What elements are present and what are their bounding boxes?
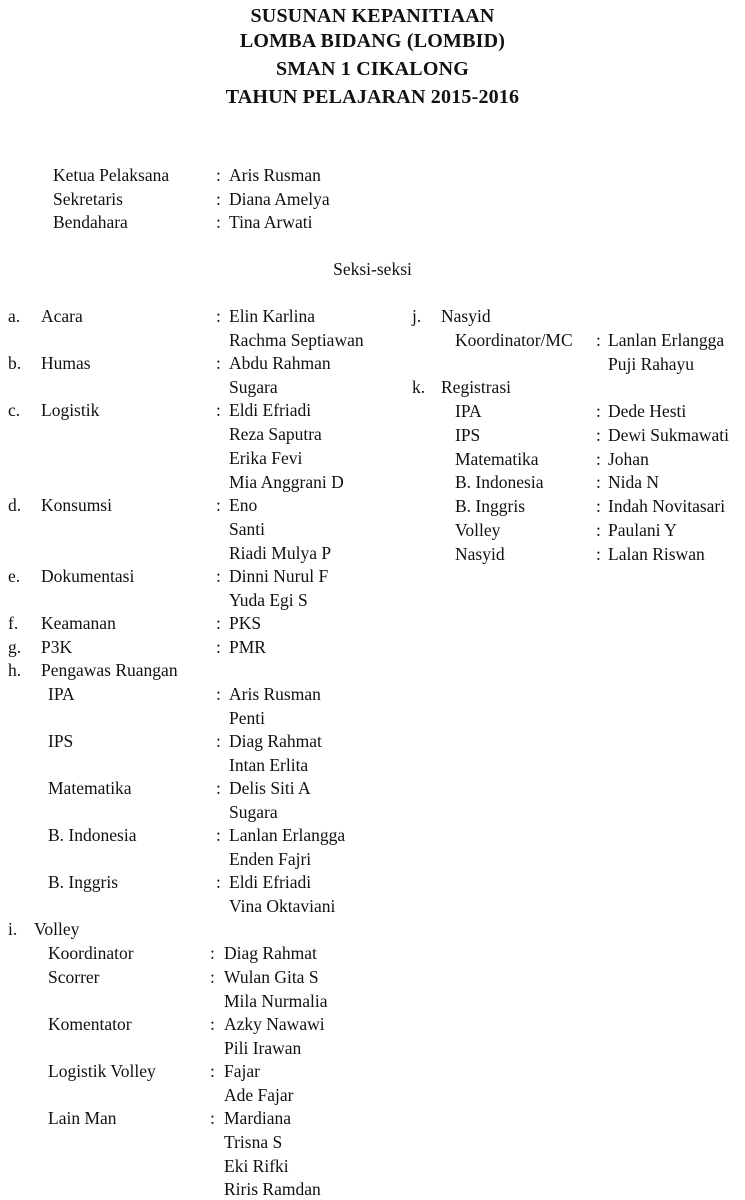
role-label: Matematika [455,449,539,469]
separator: : [216,825,221,845]
member-name: Riadi Mulya P [229,543,332,563]
member-name: Intan Erlita [229,755,309,775]
member-name: Azky Nawawi [224,1014,325,1034]
member-name: Enden Fajri [229,849,312,869]
separator: : [216,684,221,704]
section-letter: a. [8,306,21,326]
member-name: Abdu Rahman [229,353,331,373]
section-letter: d. [8,495,22,515]
separator: : [596,401,601,421]
separator: : [216,613,221,633]
section-label-p3k: P3K [41,637,73,657]
member-name: Reza Saputra [229,424,322,444]
member-name: Puji Rahayu [608,354,695,374]
role-label: Volley [455,520,501,540]
separator: : [596,520,601,540]
member-name: Diag Rahmat [224,943,317,963]
member-name: Johan [608,449,649,469]
member-name: Pili Irawan [224,1038,302,1058]
member-name: Indah Novitasari [608,496,726,516]
separator: : [210,1061,215,1081]
role-label: Logistik Volley [48,1061,156,1081]
room-label: IPA [48,684,75,704]
member-name: PMR [229,637,266,657]
sekretaris-value: Diana Amelya [229,189,330,209]
member-name: Sugara [229,802,278,822]
section-letter: h. [8,660,22,680]
role-label: Nasyid [455,544,505,564]
section-label-pengawas-ruangan: Pengawas Ruangan [41,660,178,680]
separator: : [210,1108,215,1128]
section-letter: b. [8,353,22,373]
role-label: B. Inggris [455,496,525,516]
member-name: Riris Ramdan [224,1179,321,1199]
room-label: B. Indonesia [48,825,137,845]
member-name: Lanlan Erlangga [608,330,725,350]
separator: : [216,566,221,586]
bendahara-value: Tina Arwati [229,212,313,232]
section-letter: g. [8,637,22,657]
separator: : [596,425,601,445]
section-label-volley: Volley [34,919,80,939]
separator: : [216,212,221,232]
separator: : [596,496,601,516]
member-name: Wulan Gita S [224,967,319,987]
member-name: Eldi Efriadi [229,400,312,420]
section-letter: k. [412,377,426,397]
role-label: Lain Man [48,1108,117,1128]
separator: : [210,943,215,963]
room-label: IPS [48,731,74,751]
section-label-humas: Humas [41,353,91,373]
member-name: Lanlan Erlangga [229,825,346,845]
room-label: Matematika [48,778,132,798]
doc-title-line-1: SUSUNAN KEPANITIAAN [250,5,495,27]
member-name: Vina Oktaviani [229,896,336,916]
member-name: Yuda Egi S [229,590,308,610]
member-name: Diag Rahmat [229,731,322,751]
sections-heading: Seksi-seksi [333,259,412,279]
member-name: Dinni Nurul F [229,566,329,586]
separator: : [596,472,601,492]
member-name: Eki Rifki [224,1156,289,1176]
separator: : [596,330,601,350]
section-label-acara: Acara [41,306,83,326]
member-name: Lalan Riswan [608,544,705,564]
section-label-konsumsi: Konsumsi [41,495,112,515]
section-label-nasyid: Nasyid [441,306,491,326]
section-label-dokumentasi: Dokumentasi [41,566,135,586]
role-label: Komentator [48,1014,132,1034]
member-name: Delis Siti A [229,778,311,798]
section-letter: i. [8,919,18,939]
doc-title-line-2: LOMBA BIDANG (LOMBID) [239,30,506,52]
role-label: B. Indonesia [455,472,544,492]
member-name: Paulani Y [608,520,677,540]
separator: : [216,872,221,892]
sekretaris-label: Sekretaris [53,189,123,209]
room-label: B. Inggris [48,872,118,892]
separator: : [216,165,221,185]
separator: : [596,449,601,469]
member-name: PKS [229,613,262,633]
member-name: Dede Hesti [608,401,687,421]
separator: : [216,778,221,798]
member-name: Ade Fajar [224,1085,294,1105]
member-name: Nida N [608,472,660,492]
separator: : [216,189,221,209]
doc-title-line-4: TAHUN PELAJARAN 2015-2016 [225,86,520,108]
member-name: Fajar [224,1061,260,1081]
bendahara-label: Bendahara [53,212,128,232]
separator: : [216,400,221,420]
separator: : [210,967,215,987]
section-letter: c. [8,400,21,420]
role-label: IPS [455,425,481,445]
section-label-registrasi: Registrasi [441,377,511,397]
role-label: IPA [455,401,482,421]
ketua-label: Ketua Pelaksana [53,165,170,185]
member-name: Elin Karlina [229,306,316,326]
section-letter: e. [8,566,21,586]
member-name: Mardiana [224,1108,292,1128]
separator: : [216,306,221,326]
separator: : [216,353,221,373]
ketua-value: Aris Rusman [229,165,321,185]
member-name: Eno [229,495,258,515]
member-name: Mila Nurmalia [224,991,328,1011]
role-label: Scorrer [48,967,100,987]
separator: : [210,1014,215,1034]
member-name: Erika Fevi [229,448,303,468]
role-label: Koordinator/MC [455,330,573,350]
member-name: Mia Anggrani D [229,472,344,492]
separator: : [596,544,601,564]
member-name: Penti [229,708,265,728]
member-name: Trisna S [224,1132,283,1152]
member-name: Santi [229,519,265,539]
member-name: Rachma Septiawan [229,330,364,350]
member-name: Eldi Efriadi [229,872,312,892]
role-label: Koordinator [48,943,134,963]
section-label-keamanan: Keamanan [41,613,116,633]
section-letter: j. [412,306,422,326]
section-label-logistik: Logistik [41,400,100,420]
separator: : [216,637,221,657]
member-name: Dewi Sukmawati [608,425,730,445]
doc-title-line-3: SMAN 1 CIKALONG [275,58,469,80]
section-letter: f. [8,613,19,633]
separator: : [216,495,221,515]
member-name: Sugara [229,377,278,397]
separator: : [216,731,221,751]
member-name: Aris Rusman [229,684,321,704]
